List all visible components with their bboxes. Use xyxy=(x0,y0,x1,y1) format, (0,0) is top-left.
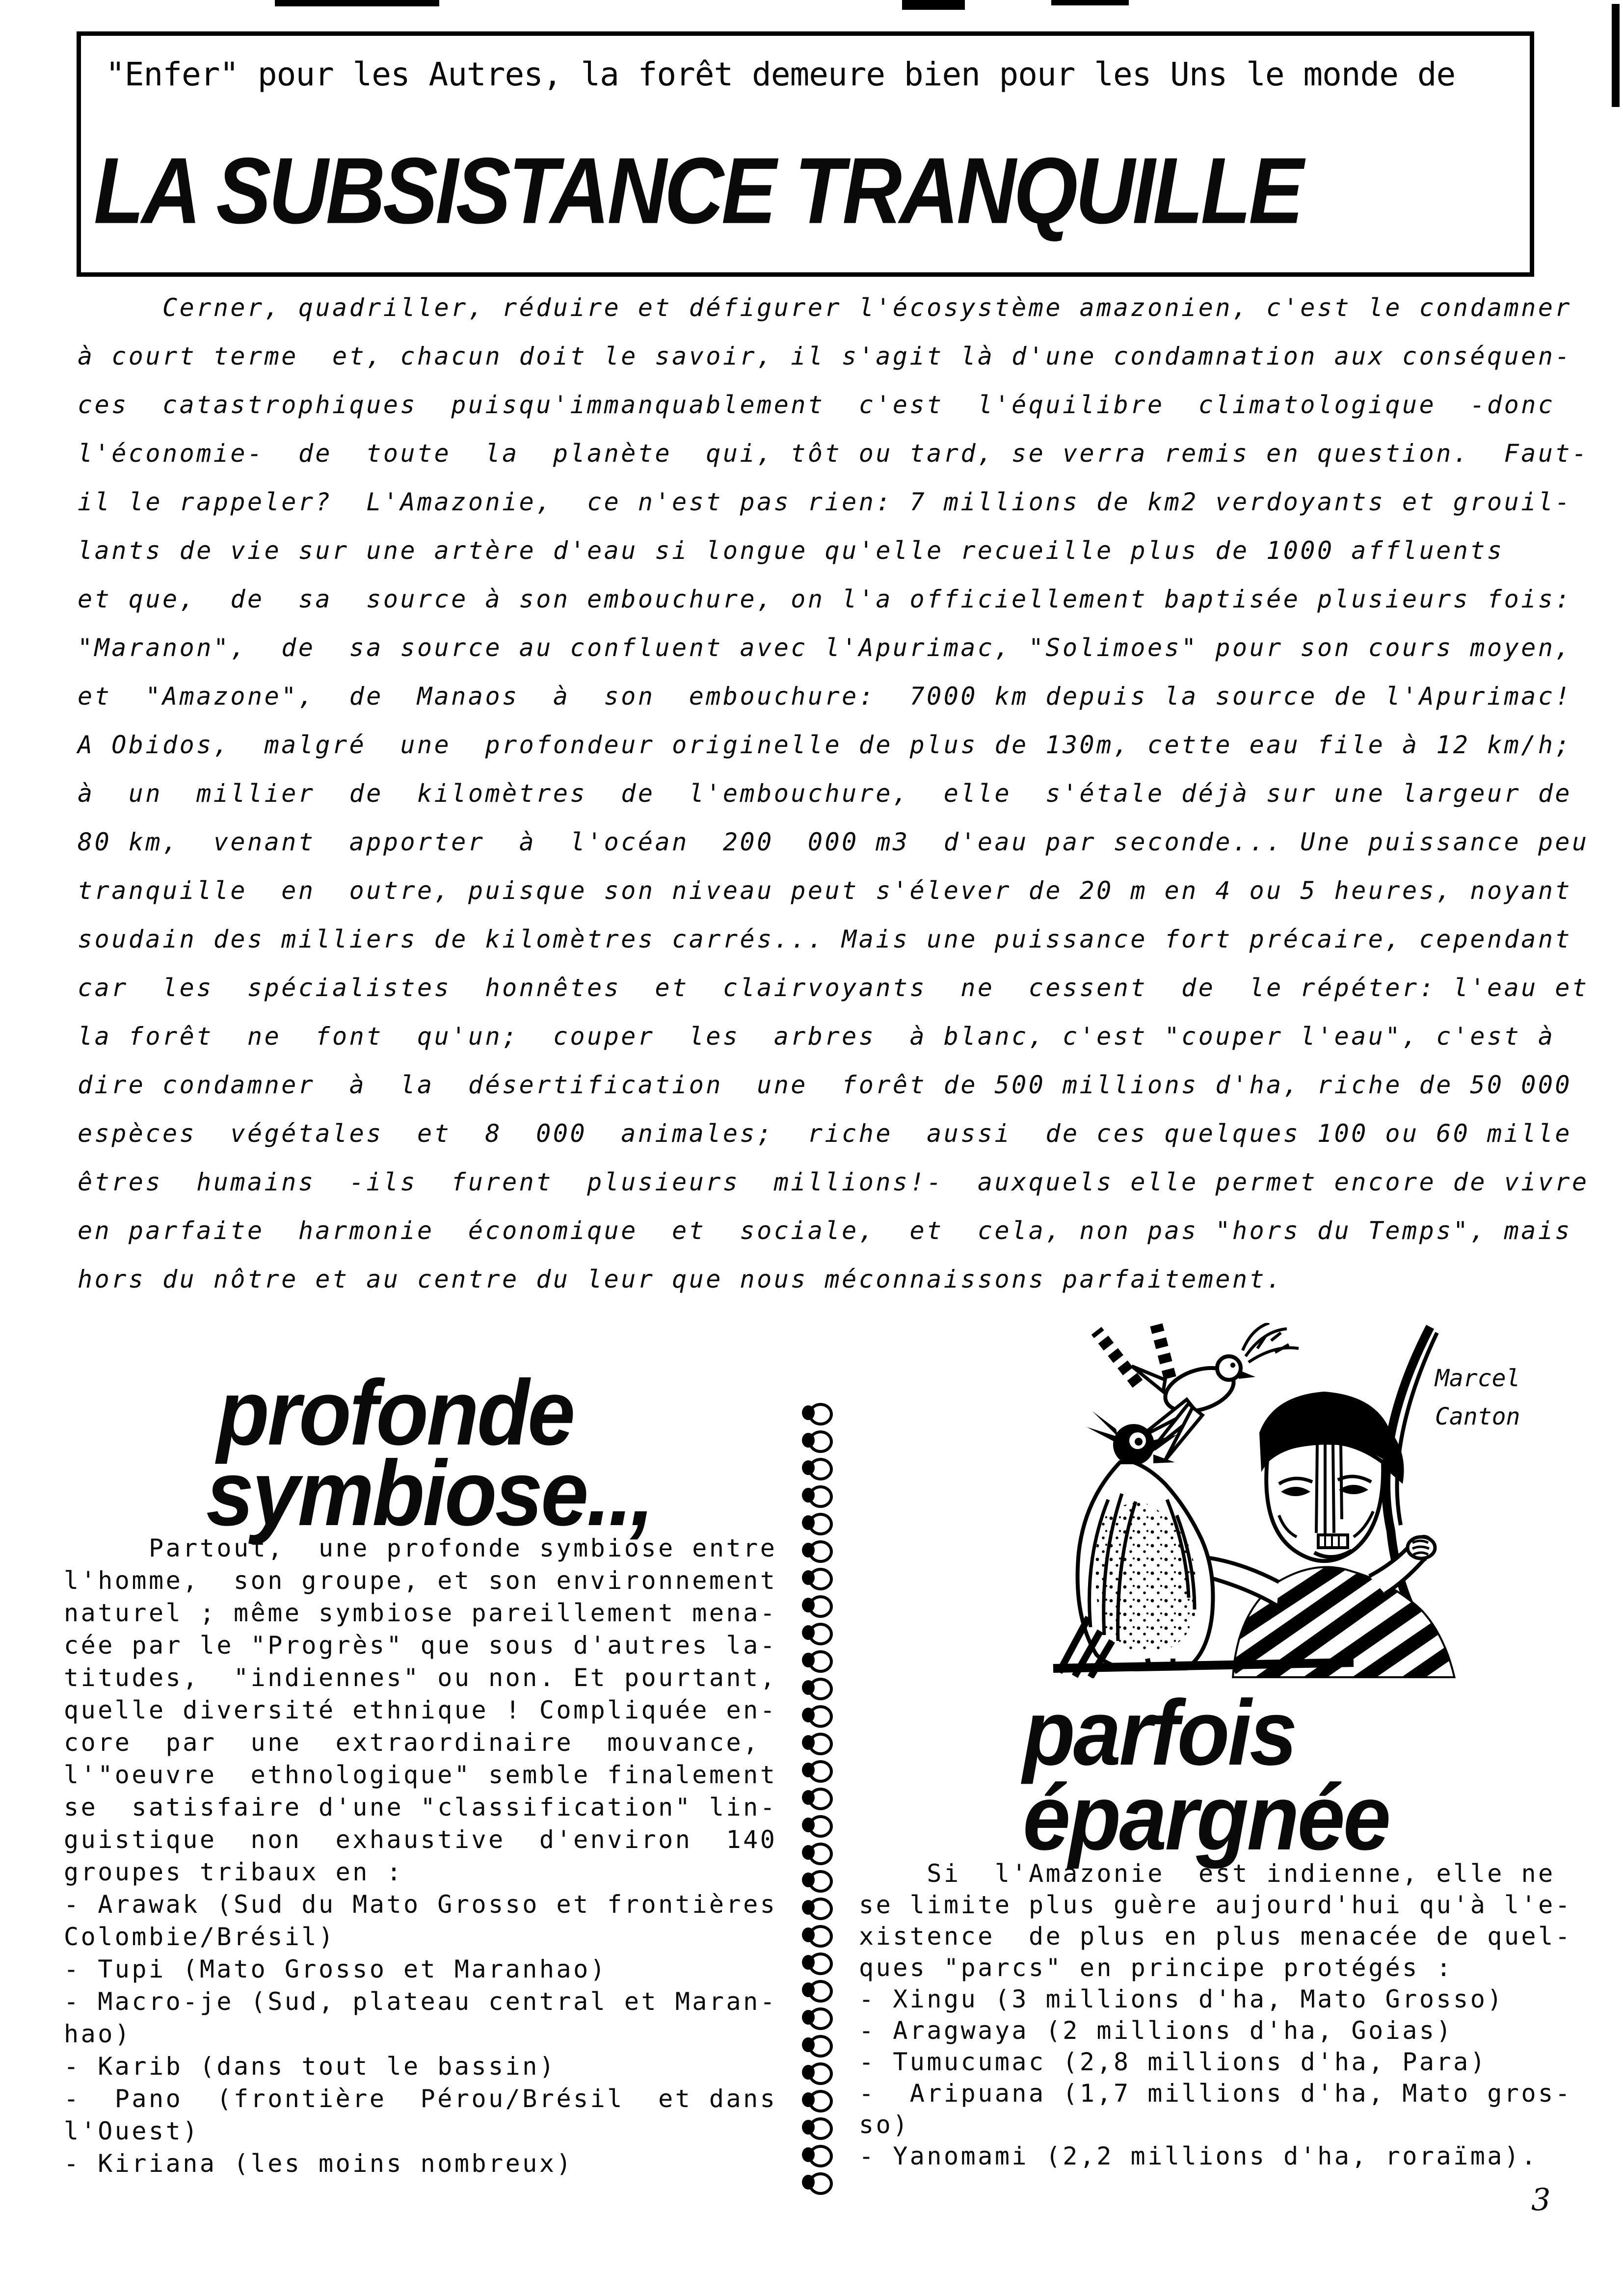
chain-link-icon xyxy=(801,2061,832,2084)
chain-link-icon xyxy=(801,1814,832,1836)
text-line: l'"oeuvre ethnologique" semble finalement xyxy=(64,1761,777,1789)
chain-link-icon xyxy=(801,2143,832,2166)
text-line: - Yanomami (2,2 millions d'ha, roraïma). xyxy=(859,2142,1539,2170)
scan-artifact xyxy=(1612,4,1620,107)
perched-bird xyxy=(1059,1411,1213,1677)
chain-link-icon xyxy=(801,1566,832,1589)
chain-link-icon xyxy=(801,1484,832,1506)
text-line: - Xingu (3 millions d'ha, Mato Grosso) xyxy=(859,1985,1504,2013)
text-line: lants de vie sur une artère d'eau si longue qu'elle recueille plus de 1000 affluents xyxy=(78,536,1504,565)
text-line: Colombie/Brésil) xyxy=(64,1923,336,1951)
heading-line: parfois xyxy=(1023,1681,1296,1785)
branch xyxy=(1053,1663,1354,1668)
page-number: 3 xyxy=(1531,2182,1551,2217)
chain-link-icon xyxy=(801,1401,832,1424)
chain-link-icon xyxy=(801,2088,832,2111)
text-line: naturel ; même symbiose pareillement mena- xyxy=(64,1599,777,1627)
text-line: core par une extraordinaire mouvance, xyxy=(64,1728,760,1757)
text-line: groupes tribaux en : xyxy=(64,1858,404,1886)
text-line: soudain des milliers de kilomètres carrés... Mais une puissance fort précaire, cependant xyxy=(78,925,1572,953)
scan-artifact xyxy=(902,0,965,10)
text-line: 80 km, venant apporter à l'océan 200 000 m3 d'eau par seconde... Une puissance peu xyxy=(78,828,1589,856)
chain-link-icon xyxy=(801,1841,832,1864)
chain-link-icon xyxy=(801,2116,832,2138)
artist-credit xyxy=(1435,1359,1520,1436)
text-line: tranquille en outre, puisque son niveau peut s'élever de 20 m en 4 ou 5 heures, noyant xyxy=(78,876,1572,905)
heading-parfois-epargnee xyxy=(1023,1681,1389,1870)
text-line: à court terme et, chacun doit le savoir, il s'agit là d'une condamnation aux conséquen- xyxy=(78,342,1572,370)
column-divider-chain xyxy=(801,1401,832,2198)
text-line: titudes, "indiennes" ou non. Et pourtant, xyxy=(64,1663,777,1692)
text-line: l'économie- de toute la planète qui, tôt ou tard, se verra remis en question. Faut- xyxy=(78,439,1589,468)
text-line: ques "parcs" en principe protégés : xyxy=(859,1953,1454,1982)
heading-line: symbiose.., xyxy=(206,1442,653,1545)
heading-line: profonde xyxy=(217,1361,574,1465)
chain-link-icon xyxy=(801,1429,832,1451)
text-line: Partout, une profonde symbiose entre xyxy=(64,1534,777,1562)
text-line: xistence de plus en plus menacée de quel- xyxy=(859,1922,1572,1951)
text-line: hao) xyxy=(64,2020,132,2048)
left-column-text xyxy=(64,1532,800,2180)
chain-link-icon xyxy=(801,1621,832,1644)
text-line: - Tupi (Mato Grosso et Maranhao) xyxy=(64,1955,608,1983)
text-line: ces catastrophiques puisqu'immanquablement c'est l'équilibre climatologique -donc xyxy=(78,391,1555,419)
person xyxy=(1194,1392,1458,1678)
text-line: car les spécialistes honnêtes et clairvoyants ne cessent de le répéter: l'eau et xyxy=(78,974,1589,1002)
credit-line: Marcel xyxy=(1435,1365,1520,1392)
text-line: cée par le "Progrès" que sous d'autres la- xyxy=(64,1631,777,1660)
text-line: - Karib (dans tout le bassin) xyxy=(64,2052,557,2081)
text-line: il le rappeler? L'Amazonie, ce n'est pas rien: 7 millions de km2 verdoyants et grouil- xyxy=(78,488,1572,516)
chain-link-icon xyxy=(801,1676,832,1699)
chain-link-icon xyxy=(801,2006,832,2029)
chain-link-icon xyxy=(801,1456,832,1479)
chain-link-icon xyxy=(801,1869,832,1891)
chain-link-icon xyxy=(801,1539,832,1561)
chain-link-icon xyxy=(801,2033,832,2056)
text-line: et "Amazone", de Manaos à son embouchure: 7000 km depuis la source de l'Apurimac! xyxy=(78,682,1572,711)
text-line: A Obidos, malgré une profondeur originelle de plus de 130m, cette eau file à 12 km/h; xyxy=(78,731,1572,759)
text-line: - Aragwaya (2 millions d'ha, Goias) xyxy=(859,2016,1454,2045)
text-line: Cerner, quadriller, réduire et défigurer l'écosystème amazonien, c'est le condamner xyxy=(78,293,1572,322)
text-line: quelle diversité ethnique ! Compliquée en- xyxy=(64,1696,777,1724)
chain-link-icon xyxy=(801,2171,832,2193)
text-line: la forêt ne font qu'un; couper les arbres à blanc, c'est "couper l'eau", c'est à xyxy=(78,1022,1555,1051)
text-line: - Macro-je (Sud, plateau central et Maran- xyxy=(64,1987,777,2016)
text-line: l'Ouest) xyxy=(64,2117,200,2145)
text-line: hors du nôtre et au centre du leur que nous méconnaissons parfaitement. xyxy=(78,1265,1283,1293)
header-box xyxy=(77,31,1534,277)
chain-link-icon xyxy=(801,1924,832,1946)
text-line: en parfaite harmonie économique et sociale, et cela, non pas "hors du Temps", mais xyxy=(78,1216,1572,1245)
scan-artifact xyxy=(275,0,439,6)
intro-paragraph xyxy=(78,284,1594,1304)
text-line: Si l'Amazonie est indienne, elle ne xyxy=(859,1859,1555,1888)
credit-line: Canton xyxy=(1435,1403,1520,1430)
right-column-text xyxy=(859,1858,1595,2172)
text-line: êtres humains -ils furent plusieurs millions!- auxquels elle permet encore de vivre xyxy=(78,1168,1589,1196)
text-line: - Aripuana (1,7 millions d'ha, Mato gros- xyxy=(859,2079,1572,2108)
chain-link-icon xyxy=(801,1594,832,1616)
chain-link-icon xyxy=(801,1511,832,1534)
text-line: guistique non exhaustive d'environ 140 xyxy=(64,1825,777,1854)
chain-link-icon xyxy=(801,1649,832,1671)
chain-link-icon xyxy=(801,1704,832,1726)
text-line: à un millier de kilomètres de l'embouchure, elle s'étale déjà sur une largeur de xyxy=(78,779,1572,808)
page-title: LA SUBSISTANCE TRANQUILLE xyxy=(94,138,1302,243)
text-line: - Pano (frontière Pérou/Brésil et dans xyxy=(64,2085,777,2113)
text-line: espèces végétales et 8 000 animales; riche aussi de ces quelques 100 ou 60 mille xyxy=(78,1119,1572,1148)
text-line: "Maranon", de sa source au confluent avec l'Apurimac, "Solimoes" pour son cours moyen, xyxy=(78,633,1572,662)
heading-profonde-symbiose xyxy=(206,1361,653,1545)
text-line: - Kiriana (les moins nombreux) xyxy=(64,2149,574,2178)
kicker-line: "Enfer" pour les Autres, la forêt demeure bien pour les Uns le monde de xyxy=(106,55,1456,93)
chain-link-icon xyxy=(801,1896,832,1919)
text-line: se satisfaire d'une "classification" lin- xyxy=(64,1793,777,1821)
text-line: et que, de sa source à son embouchure, on l'a officiellement baptisée plusieurs fois: xyxy=(78,585,1572,613)
text-line: dire condamner à la désertification une forêt de 500 millions d'ha, riche de 50 000 xyxy=(78,1071,1572,1099)
text-line: so) xyxy=(859,2111,910,2139)
chain-link-icon xyxy=(801,1979,832,2001)
text-line: se limite plus guère aujourd'hui qu'à l'e- xyxy=(859,1891,1572,1919)
chain-link-icon xyxy=(801,1731,832,1754)
text-line: l'homme, son groupe, et son environnement xyxy=(64,1566,777,1595)
text-line: - Arawak (Sud du Mato Grosso et frontières xyxy=(64,1890,777,1919)
chain-link-icon xyxy=(801,1759,832,1781)
chain-link-icon xyxy=(801,1951,832,1974)
text-line: - Tumucumac (2,8 millions d'ha, Para) xyxy=(859,2048,1488,2076)
chain-link-icon xyxy=(801,1786,832,1809)
scan-artifact xyxy=(1051,0,1129,5)
heading-line: épargnée xyxy=(1023,1766,1389,1870)
